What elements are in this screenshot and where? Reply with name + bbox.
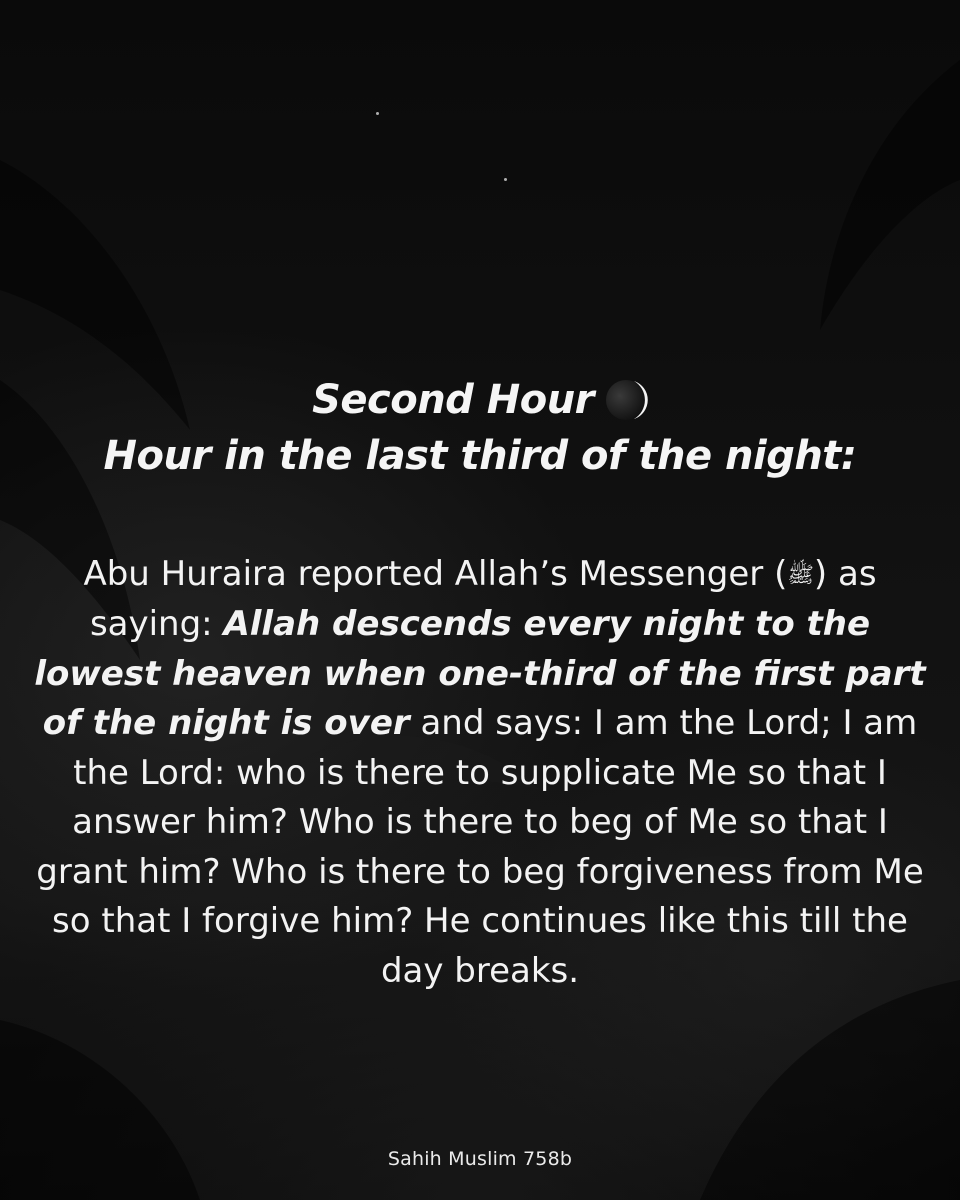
hadith-rest: and says: I am the Lord; I am the Lord: who is there to supplicate Me so that I answer him? Who is there to beg of Me so that I grant him? Who is there to beg forgiveness from Me so that I forgive him? He continues like this till the day breaks. <box>36 703 924 991</box>
hadith-emphasis: Allah descends every night to the lowest heaven when one-third of the first part of the night is over <box>34 604 926 744</box>
heading-line-1: Second Hour <box>312 377 594 423</box>
star <box>376 112 379 115</box>
source-citation: Sahih Muslim 758b <box>387 1148 573 1170</box>
hadith-text <box>30 550 930 996</box>
heading-line-2: Hour in the last third of the night: <box>103 433 857 479</box>
hadith-intro: Abu Huraira reported Allah’s Messenger ( <box>83 554 788 594</box>
hadith-intro-cont: ) as saying: <box>89 554 877 645</box>
heading <box>0 372 960 484</box>
crescent-moon-icon <box>604 378 648 422</box>
star <box>504 178 507 181</box>
salutation-glyph: ﷺ <box>787 562 814 588</box>
